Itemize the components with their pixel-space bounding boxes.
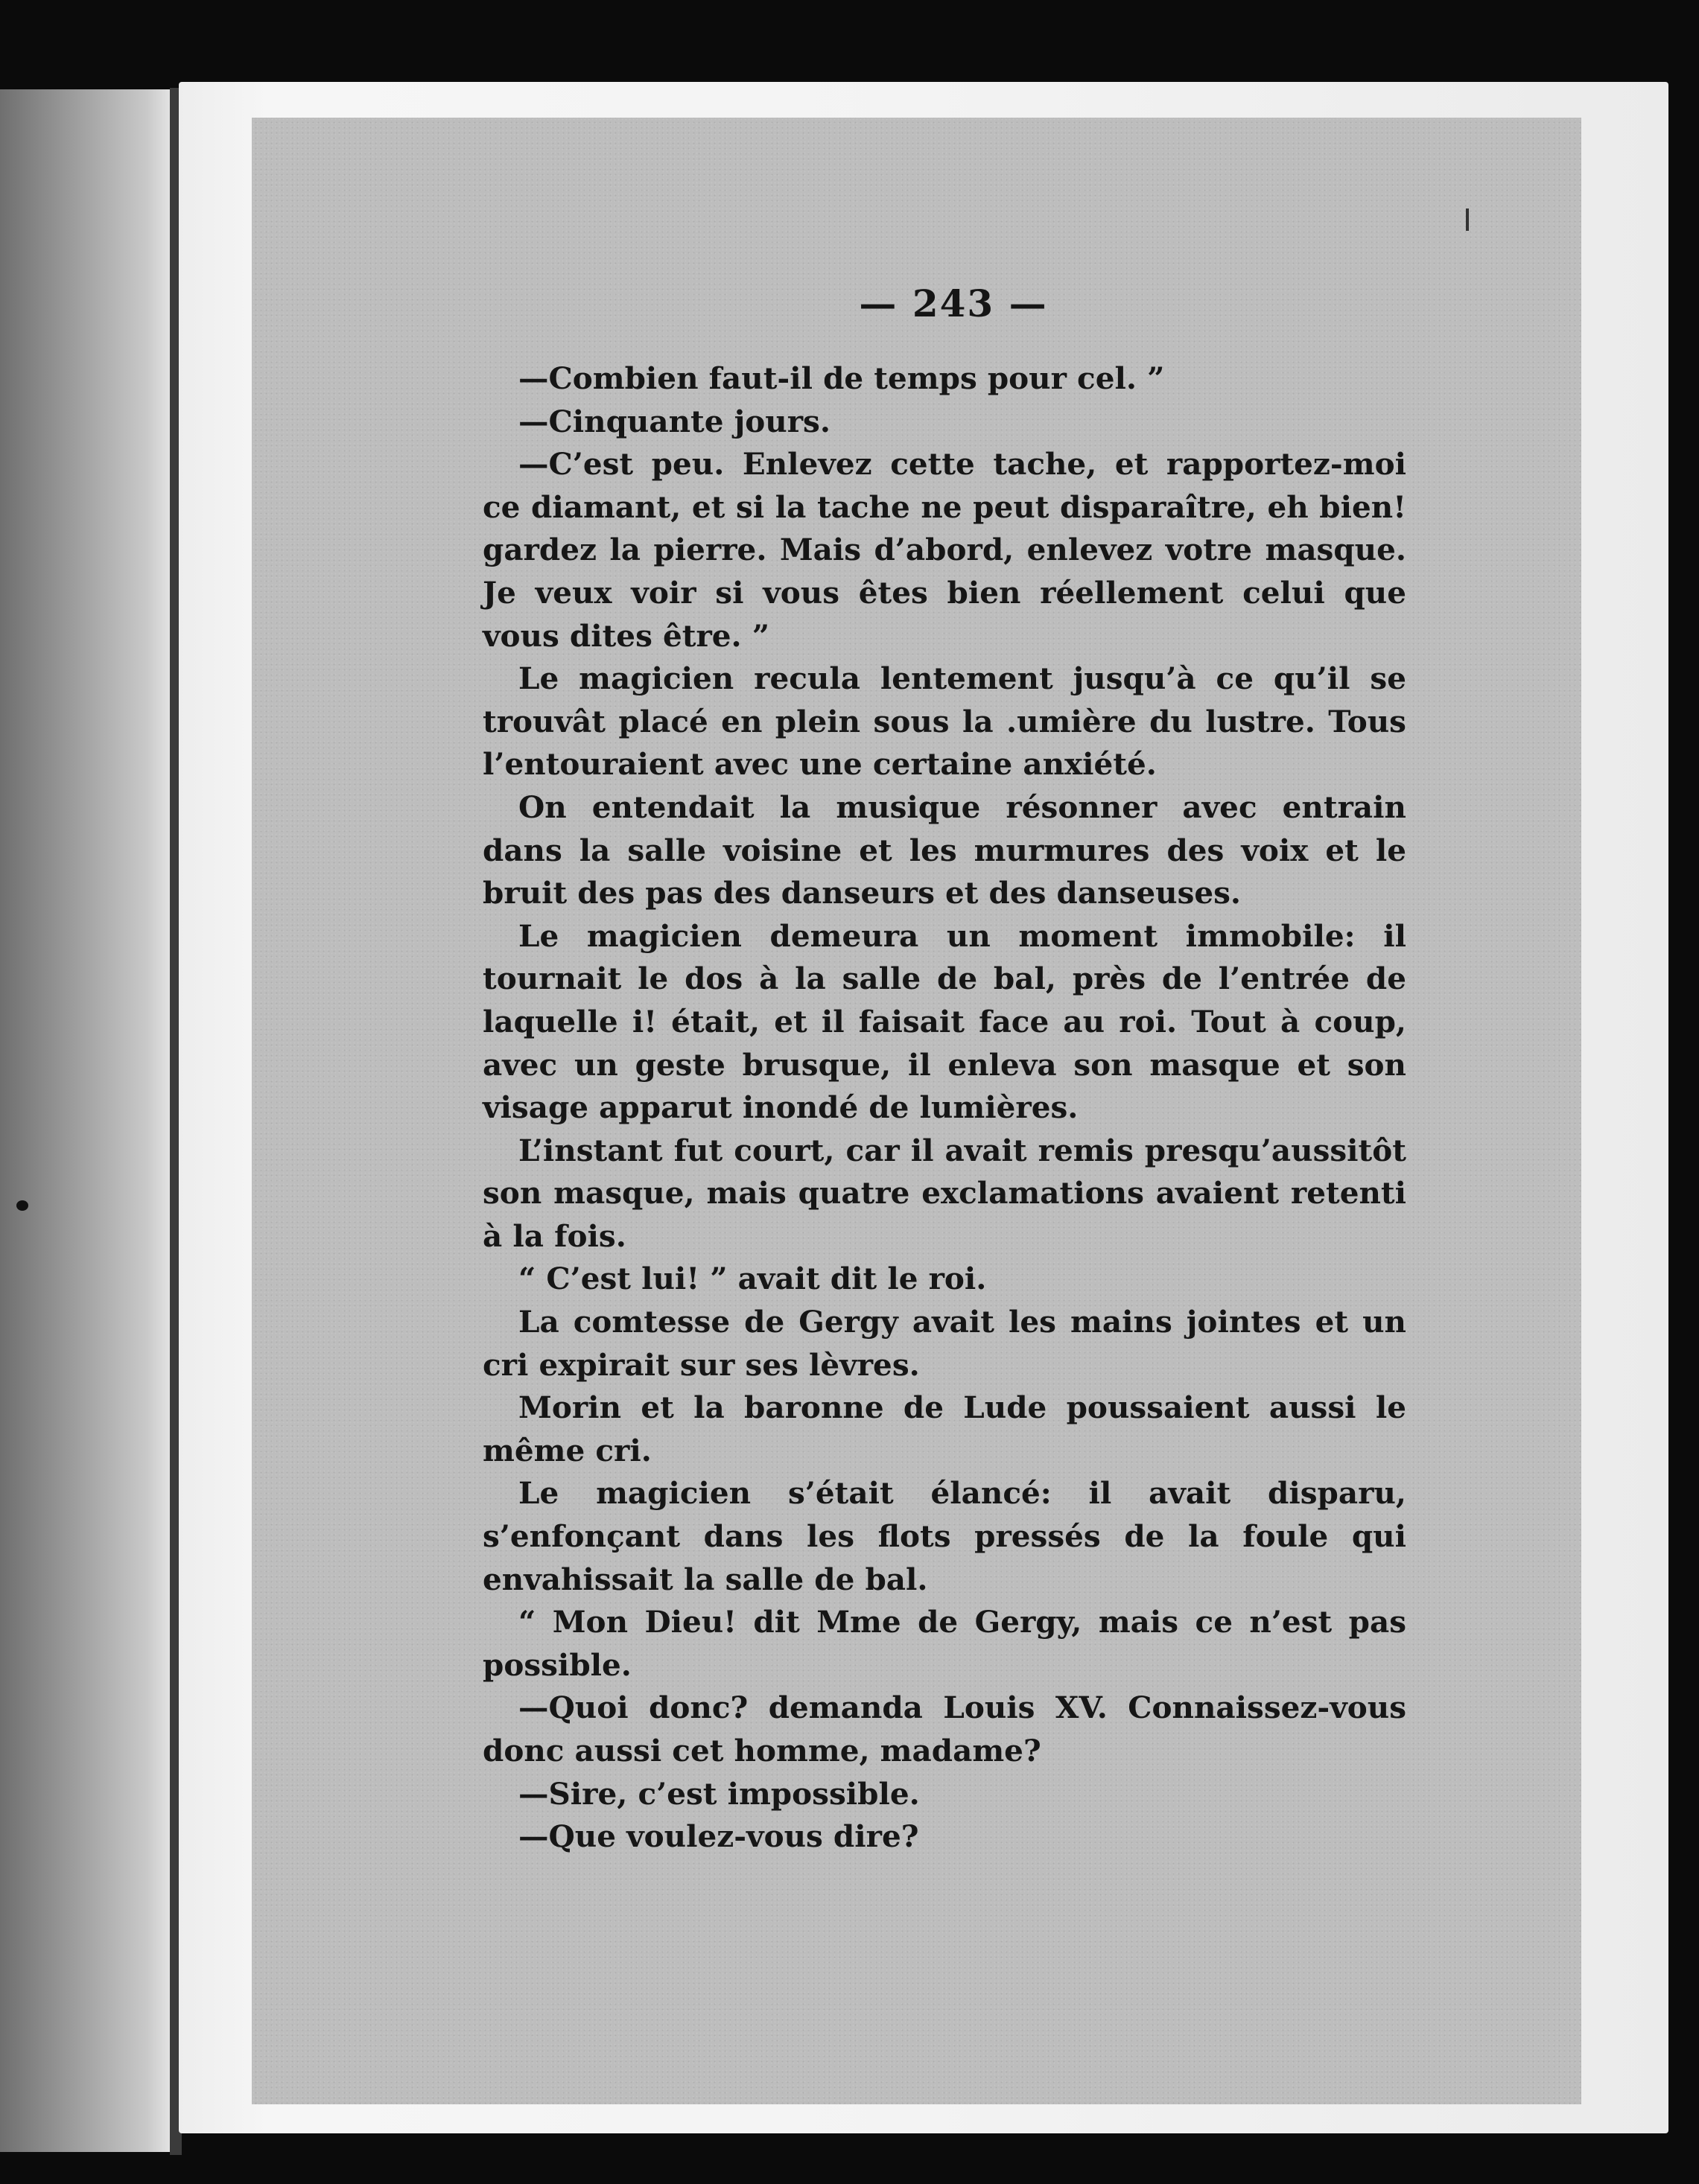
paragraph: L’instant fut court, car il avait remis presqu’aussitôt son masque, mais quatre exclamations avaient retenti à la fois. bbox=[483, 1132, 1406, 1254]
paragraph: On entendait la musique résonner avec entrain dans la salle voisine et les murmures des voix et le bruit des pas des danseurs et des danseuses. bbox=[483, 789, 1406, 911]
previous-page-edge bbox=[0, 89, 173, 2152]
page-number: — 243 — bbox=[859, 281, 1048, 325]
paragraph: Le magicien s’était élancé: il avait disparu, s’enfonçant dans les flots pressés de la foule qui envahissait la salle de bal. bbox=[483, 1475, 1406, 1597]
scan-mark bbox=[1466, 208, 1469, 231]
paragraph: —Combien faut-il de temps pour cel. ” bbox=[518, 360, 1165, 396]
paragraph: —Sire, c’est impossible. bbox=[518, 1775, 920, 1812]
paragraph: “ C’est lui! ” avait dit le roi. bbox=[518, 1261, 987, 1297]
ink-speck bbox=[16, 1200, 28, 1211]
paragraph: —Que voulez-vous dire? bbox=[518, 1818, 919, 1855]
paragraph: —Quoi donc? demanda Louis XV. Connaissez-vous donc aussi cet homme, madame? bbox=[483, 1690, 1406, 1768]
paragraph: —Cinquante jours. bbox=[518, 403, 831, 439]
paragraph: Le magicien demeura un moment immobile: il tournait le dos à la salle de bal, près de l’entrée de laquelle i! était, et il faisait face au roi. Tout à coup, avec un geste brusque, il enleva son masque et son visage apparut inondé de lumières. bbox=[483, 917, 1406, 1126]
paragraph: —C’est peu. Enlevez cette tache, et rapportez-moi ce diamant, et si la tache ne peut disparaître, eh bien! gardez la pierre. Mais d’abord, enlevez votre masque. Je veux voir si vous êtes bien réellement celui que vous dites être. ” bbox=[483, 446, 1406, 654]
paragraph: Le magicien recula lentement jusqu’à ce qu’il se trouvât placé en plein sous la .umière du lustre. Tous l’entouraient avec une certaine anxiété. bbox=[483, 660, 1406, 783]
page-body-text bbox=[483, 357, 1406, 1859]
paragraph: “ Mon Dieu! dit Mme de Gergy, mais ce n’est pas possible. bbox=[483, 1604, 1406, 1683]
paragraph: Morin et la baronne de Lude poussaient aussi le même cri. bbox=[483, 1389, 1406, 1468]
paragraph: La comtesse de Gergy avait les mains jointes et un cri expirait sur ses lèvres. bbox=[483, 1304, 1406, 1383]
